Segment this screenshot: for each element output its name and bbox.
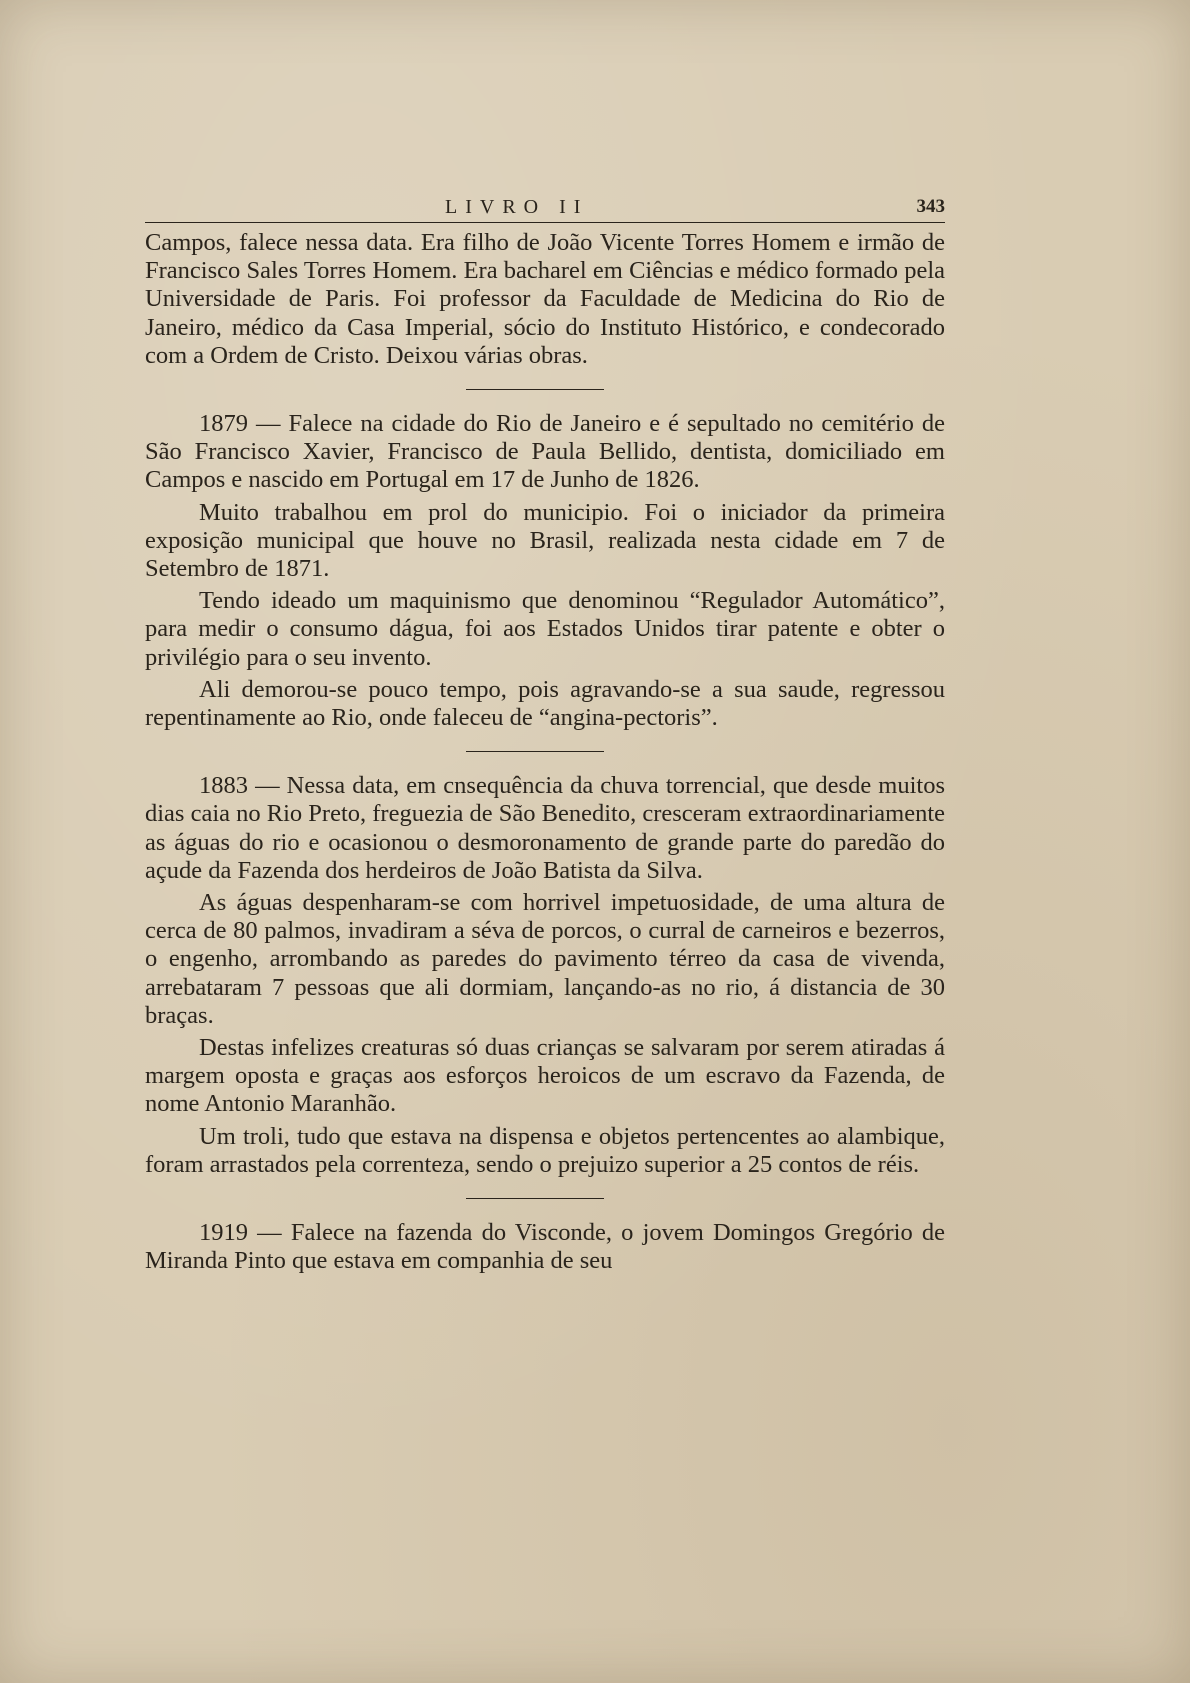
section-separator — [466, 389, 604, 390]
paragraph: Ali demorou-se pouco tempo, pois agravando-se a sua saude, regressou repentinamente ao Rio, onde faleceu de “angina-pectoris”. — [145, 675, 945, 732]
section-separator — [466, 751, 604, 752]
header-rule — [145, 222, 945, 223]
entry-1879: 1879 — Falece na cidade do Rio de Janeiro e é sepultado no cemitério de São Francisco Xavier, Francisco de Paula Bellido, dentista, domiciliado em Campos e nascido em Portugal em 17 de Junho de 1826. — [145, 410, 945, 494]
paragraph: Campos, falece nessa data. Era filho de João Vicente Torres Homem e irmão de Francisco Sales Torres Homem. Era bacharel em Ciências e médico formado pela Universidade de Paris. Foi professor da Faculdade de Medicina do Rio de Janeiro, médico da Casa Imperial, sócio do Instituto Histórico, e condecorado com a Ordem de Cristo. Deixou várias obras. — [145, 229, 945, 369]
entry-1883: 1883 — Nessa data, em cnsequência da chuva torrencial, que desde muitos dias caia no Rio Preto, freguezia de São Benedito, cresceram extraordinariamente as águas do rio e ocasionou o desmoronamento de grande parte do paredão do açude da Fazenda dos herdeiros de João Batista da Silva. — [145, 772, 945, 884]
running-title: LIVRO II — [445, 196, 589, 218]
entry-1919: 1919 — Falece na fazenda do Visconde, o jovem Domingos Gregório de Miranda Pinto que estava em companhia de seu — [145, 1219, 945, 1275]
paragraph: Muito trabalhou em prol do municipio. Foi o iniciador da primeira exposição municipal que houve no Brasil, realizada nesta cidade em 7 de Setembro de 1871. — [145, 498, 945, 583]
page-number: 343 — [916, 196, 945, 217]
section-separator — [466, 1198, 604, 1199]
paragraph: Um troli, tudo que estava na dispensa e objetos pertencentes ao alambique, foram arrastados pela correnteza, sendo o prejuizo superior a 25 contos de réis. — [145, 1122, 945, 1178]
paragraph: Tendo ideado um maquinismo que denominou “Regulador Automático”, para medir o consumo dágua, foi aos Estados Unidos tirar patente e obter o privilégio para o seu invento. — [145, 587, 945, 671]
page-header — [145, 192, 945, 222]
paragraph: As águas despenharam-se com horrivel impetuosidade, de uma altura de cerca de 80 palmos, invadiram a séva de porcos, o curral de carneiros e bezerros, o engenho, arrombando as paredes do pavimento térreo da casa de vivenda, arrebataram 7 pessoas que ali dormiam, lançando-as no rio, á distancia de 30 braças. — [145, 889, 945, 1029]
page-text — [145, 192, 945, 1276]
paragraph: Destas infelizes creaturas só duas crianças se salvaram por serem atiradas á margem oposta e graças aos esforços heroicos de um escravo da Fazenda, de nome Antonio Maranhão. — [145, 1034, 945, 1118]
